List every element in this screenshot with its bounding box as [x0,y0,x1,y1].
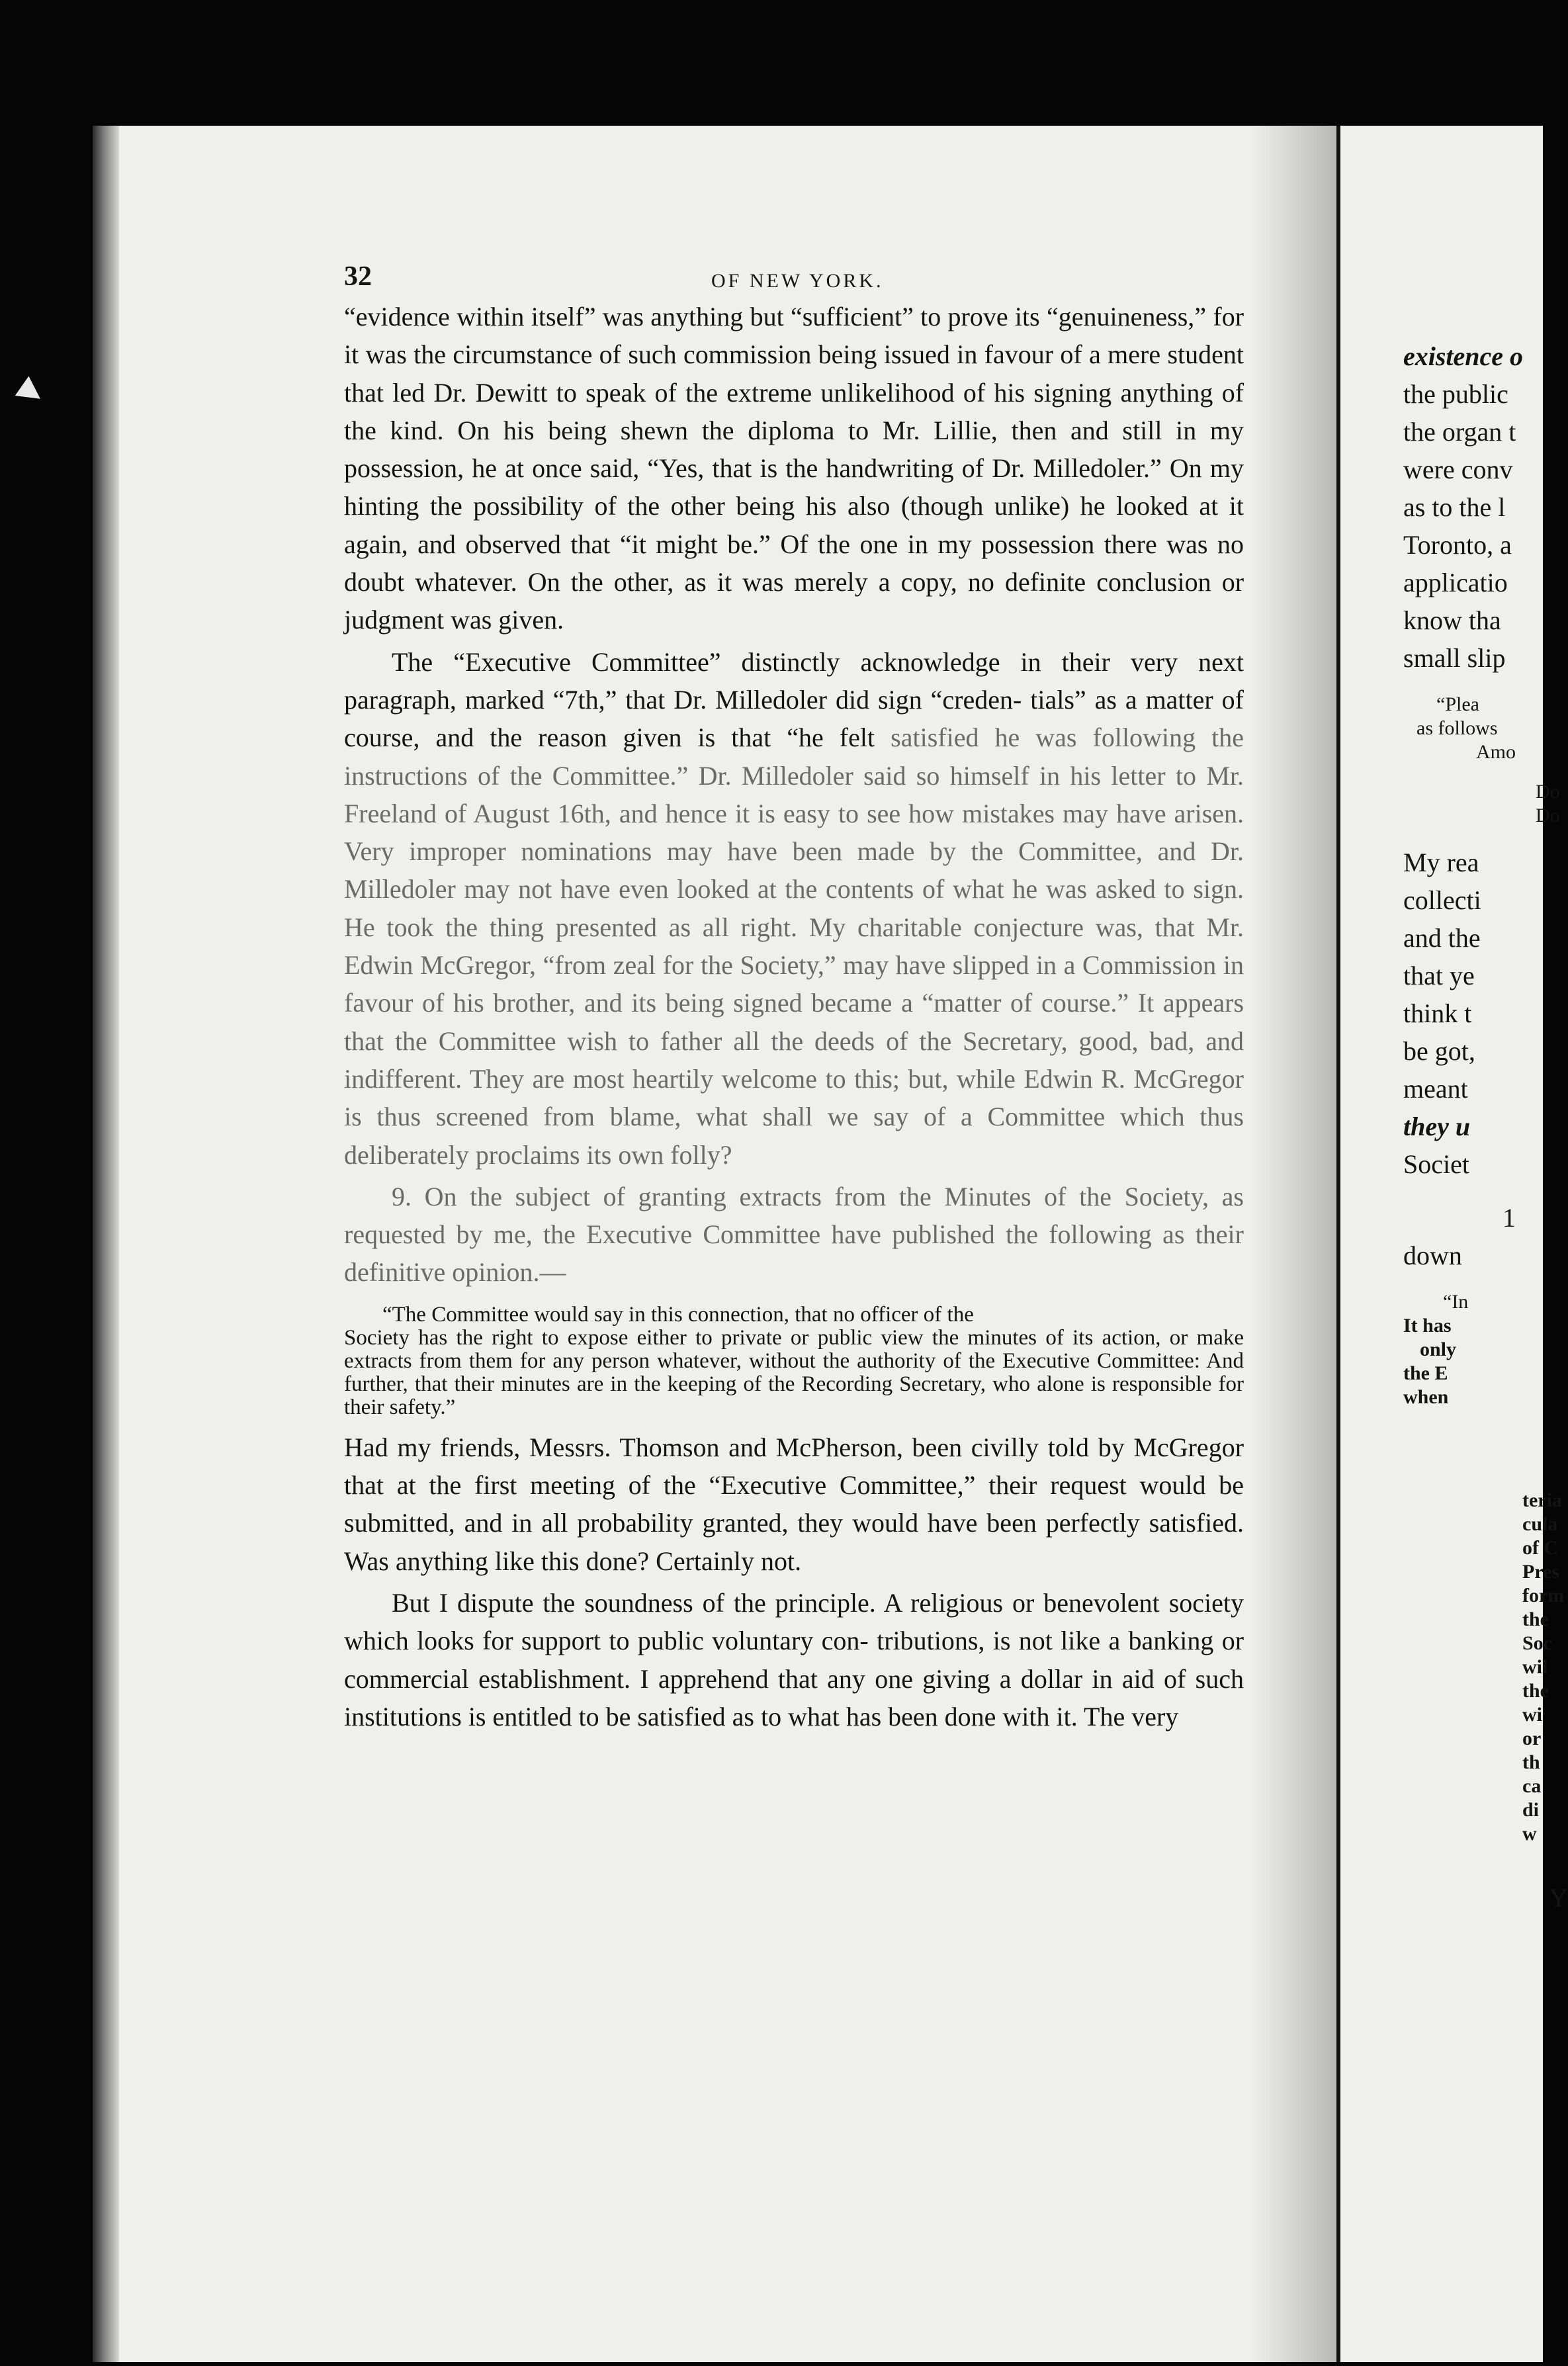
fragment-line: think t [1403,998,1472,1028]
quote-line: their safety.” [344,1395,456,1419]
fragment-line: the organ t [1403,417,1516,447]
quote-line: “The Committee would say in this connection, that no officer of the [382,1302,974,1327]
running-head [344,258,1244,298]
fragment-line: be got, [1403,1036,1475,1066]
text-line: Dr. Milledoler may not have even looked at the contents of what he [344,836,1244,904]
fragment-line: existence o [1403,341,1524,371]
text-line: and hence it is easy to see how mistakes may have arisen. Very [344,798,1244,867]
block-quote [344,1303,1244,1419]
fragment-line: Soc [1522,1632,1552,1654]
fragment-line: the public [1403,379,1508,409]
fragment-line: form [1522,1585,1565,1606]
text-line: apprehend that any one giving a dollar in aid of such institutions is [344,1663,1244,1731]
page-number: 32 [344,261,372,292]
text-line: he looked at it again, and observed that “it might be.” Of the one [344,491,1244,559]
text-line: folly? [670,1139,732,1170]
text-line: Milledoler said so himself in his letter to Mr. Freeland of August 16th, [344,760,1244,828]
gutter-shadow [1250,126,1336,2362]
fragment-line: that ye [1403,961,1475,990]
fragment-line: “In [1443,1291,1469,1313]
text-line: But I dispute the soundness of the principle. A religious or [392,1587,1035,1618]
fragment-line: collecti [1403,885,1481,915]
text-line: tributions, is not like a banking or commercial establishment. I [344,1626,1244,1694]
fragment-line: “Plea [1436,693,1479,715]
text-line: while Edwin R. McGregor is thus screened from blame, what shall [344,1063,1244,1132]
text-line: by McGregor that at the first meeting of the “Executive Committee,” [344,1432,1244,1501]
text-line: Certainly not. [656,1546,802,1576]
text-line: charitable conjecture was, that Mr. Edwin McGregor, “from zeal for [344,912,1244,981]
running-head-title: OF NEW YORK. [711,270,884,292]
fragment-line: the [1522,1608,1549,1630]
quote-line: Society has the right to expose either to private or public view the minutes [344,1325,1037,1350]
fragment-line: wil [1522,1656,1548,1678]
text-line: was merely a copy, no definite conclusion or judgment was given. [344,567,1244,635]
fragment-line: Toronto, a [1403,530,1512,560]
fragment-line: or [1522,1728,1542,1749]
text-line: Society, as requested by me, the Executive Committee have published [344,1181,1244,1250]
text-line: Had my friends, Messrs. Thomson and McPherson, been civilly told [344,1432,1089,1462]
text-line: benevolent society which looks for support to public voluntary con- [344,1587,1244,1656]
fragment-line: they u [1403,1112,1471,1141]
text-line: he at once said, “Yes, that is the handwriting of Dr. Milledoler.” On [472,453,1202,484]
text-line: the following as their definitive opinion.— [344,1219,1244,1288]
text-line: brother, and its being signed became a “matter of course.” It appears [493,988,1244,1018]
paragraph-3 [344,1178,1244,1292]
text-line: my hinting the possibility of the other being his also (though unlike) [344,453,1244,521]
fragment-line: My rea [1403,848,1479,877]
text-line: entitled to be satisfied as to what has been done with it. The very [492,1701,1179,1731]
fragment-line: teria [1522,1489,1562,1511]
fragment-line: Pres [1522,1561,1560,1583]
text-line: was asked to sign. He took the thing presented as all right. My [344,874,1244,942]
text-line: tials” as a matter of course, and the reason given is that “he felt [344,684,1244,753]
paragraph-1 [344,298,1244,639]
text-line: 9. On the subject of granting extracts from the Minutes of the [392,1181,1112,1211]
fragment-line: meant [1403,1074,1468,1104]
text-line: extreme unlikelihood of his signing anything of the kind. On his [344,377,1244,445]
book-binding-edge [93,126,119,2362]
text-line: next paragraph, marked “7th,” that Dr. Milledoler did sign “creden- [344,646,1244,715]
fragment-line: Y [1549,1883,1568,1913]
text-line: the Society,” may have slipped in a Commission in favour of his [344,950,1244,1018]
text-line: The “Executive Committee” distinctly acknowledge in their very [392,646,1178,677]
fragment-line: down [1403,1241,1462,1270]
fragment-line: w [1522,1823,1537,1845]
text-line: “evidence within itself” was anything but “sufficient” to prove its [344,302,1040,331]
quote-line: are in the keeping of the Recording Secretary, who alone is responsible for [576,1372,1244,1396]
left-page-text [344,258,1244,1735]
quote-line: the authority of the Executive Committee: And further, that their minutes [344,1348,1244,1396]
fragment-line: of C [1522,1537,1559,1559]
fragment-line: as follows [1416,717,1498,739]
text-line: bad, and indifferent. They are most heartily welcome to this; but, [344,1026,1244,1094]
fragment-line: It has [1403,1315,1452,1336]
fragment-line: the [1522,1680,1549,1702]
fragment-line: th [1522,1751,1540,1773]
text-line: in my possession there was no doubt whatever. On the other, as it [344,529,1244,597]
right-page [1336,126,1568,2362]
fragment-line: Do [1536,781,1560,803]
fragment-line: cula [1522,1513,1558,1535]
fragment-line: Societ [1403,1149,1469,1179]
text-line: issued in favour of a mere student that led Dr. Dewitt to speak of the [344,339,1244,408]
text-line: would have been perfectly satisfied. Was anything like this done? [344,1508,1244,1576]
fragment-line: di [1522,1799,1540,1821]
fragment-line: applicatio [1403,568,1508,597]
text-line: “genuineness,” for it was the circumstance of such commission being [344,302,1244,370]
paragraph-2 [344,643,1244,1174]
text-line: we say of a Committee which thus deliberately proclaims its own [344,1102,1244,1170]
quote-line: of its action, or make extracts from them for any person whatever, without [344,1325,1244,1373]
fragment-line: wi [1522,1704,1542,1726]
text-line: that the Committee wish to father all the deeds of the Secretary, good, [344,1026,1139,1056]
text-line: their request would be submitted, and in all probability granted, they [344,1470,1244,1538]
text-line: being shewn the diploma to Mr. Lillie, then and still in my possession, [344,415,1244,484]
fragment-line: small slip [1403,643,1506,673]
fragment-line: 1 [1503,1203,1516,1233]
fragment-line: when [1403,1386,1449,1408]
fragment-line: know tha [1403,605,1501,635]
fragment-line: Do [1536,805,1560,826]
text-line: improper nominations may have been made by the Committee, and [409,836,1196,867]
fragment-line: as to the l [1403,492,1506,522]
fragment-line: the E [1403,1362,1448,1384]
right-page-fragments [1403,337,1568,1917]
fragment-line: were conv [1403,455,1513,484]
paragraph-4 [344,1428,1244,1580]
scan-arrow-mark [15,376,47,409]
fragment-line: Amo [1476,741,1516,763]
fragment-line: ca [1522,1775,1542,1797]
text-line: satisfied he was following the instructions of the Committee.” Dr. [344,723,1244,791]
paragraph-5 [344,1584,1244,1735]
fragment-line: and the [1403,923,1481,953]
fragment-line: only [1420,1338,1457,1360]
